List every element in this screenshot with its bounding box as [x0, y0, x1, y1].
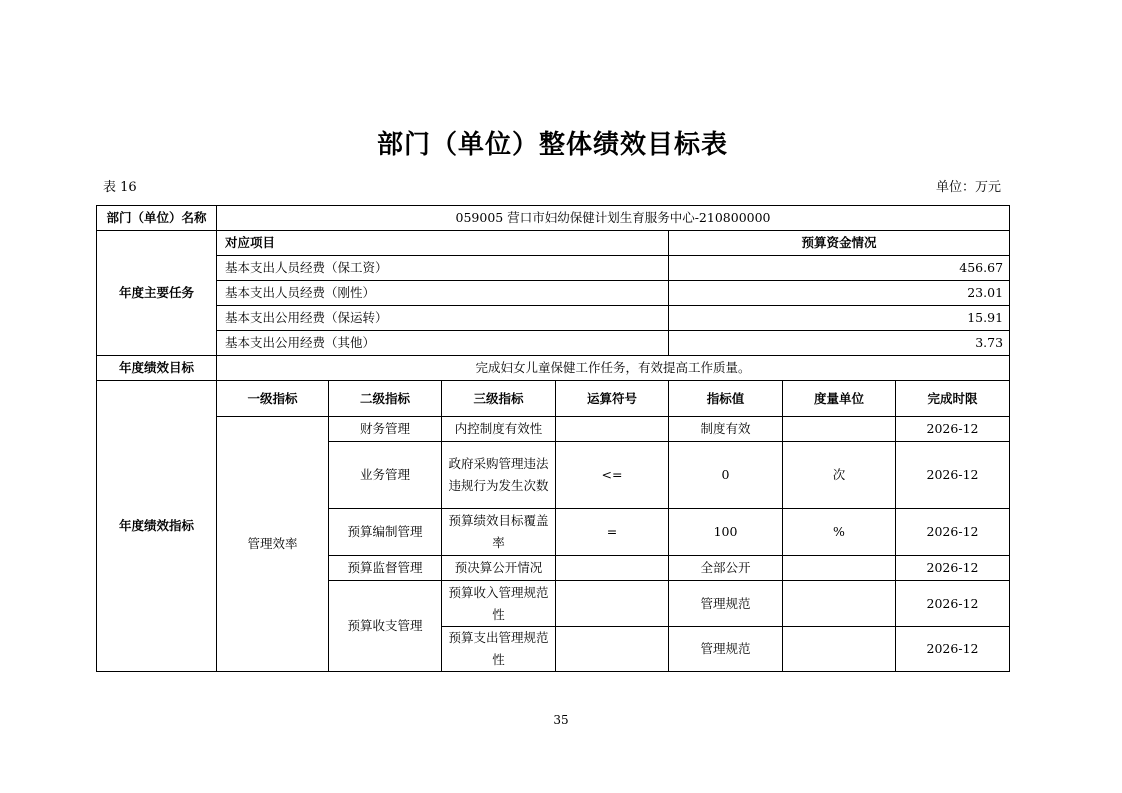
col-measure-unit: 度量单位	[783, 381, 896, 417]
indicator-level3-text: 预算支出管理规范性	[448, 630, 549, 667]
indicator-level2: 财务管理	[329, 417, 442, 442]
indicator-level3-text: 预算收入管理规范性	[448, 584, 549, 622]
indicator-value: 100	[669, 509, 783, 556]
table-row	[97, 256, 1010, 281]
indicator-deadline: 2026-12	[896, 509, 1010, 556]
indicator-deadline: 2026-12	[896, 417, 1010, 442]
indicator-deadline: 2026-12	[896, 627, 1010, 672]
indicator-operator	[556, 556, 669, 581]
task-budget: 23.01	[669, 281, 1010, 306]
indicator-value: 0	[669, 442, 783, 509]
indicator-deadline: 2026-12	[896, 581, 1010, 627]
task-budget: 456.67	[669, 256, 1010, 281]
goal-value: 完成妇女儿童保健工作任务，有效提高工作质量。	[217, 356, 1010, 381]
col-operator: 运算符号	[556, 381, 669, 417]
indicator-operator	[556, 627, 669, 672]
indicator-level1: 管理效率	[217, 417, 329, 672]
table-meta	[96, 179, 1009, 197]
indicator-operator: <=	[556, 442, 669, 509]
indicator-value: 管理规范	[669, 581, 783, 627]
tasks-header-row	[97, 231, 1010, 256]
tasks-label: 年度主要任务	[97, 231, 217, 356]
col-level1: 一级指标	[217, 381, 329, 417]
task-budget: 3.73	[669, 331, 1010, 356]
table-row	[97, 306, 1010, 331]
unit-label: 单位：万元	[935, 180, 1001, 195]
indicator-operator	[556, 417, 669, 442]
indicator-unit: %	[783, 509, 896, 556]
indicator-operator	[556, 581, 669, 627]
indicator-level3	[442, 556, 556, 581]
indicator-unit	[783, 417, 896, 442]
task-project: 基本支出公用经费（保运转）	[217, 306, 669, 331]
table-row	[97, 281, 1010, 306]
task-budget: 15.91	[669, 306, 1010, 331]
task-project: 基本支出人员经费（保工资）	[217, 256, 669, 281]
col-target-value: 指标值	[669, 381, 783, 417]
indicator-value: 制度有效	[669, 417, 783, 442]
goal-row	[97, 356, 1010, 381]
indicators-label: 年度绩效指标	[97, 381, 217, 672]
indicator-level3-text: 预算绩效目标覆盖率	[448, 513, 549, 550]
indicator-unit	[783, 556, 896, 581]
indicator-level2: 预算监督管理	[329, 556, 442, 581]
tasks-col-budget: 预算资金情况	[669, 231, 1010, 256]
indicator-operator: =	[556, 509, 669, 556]
dept-row	[97, 206, 1010, 231]
indicator-deadline: 2026-12	[896, 556, 1010, 581]
col-level3: 三级指标	[442, 381, 556, 417]
indicator-value: 全部公开	[669, 556, 783, 581]
indicator-level2: 预算收支管理	[329, 581, 442, 672]
tasks-col-project: 对应项目	[217, 231, 669, 256]
col-level2: 二级指标	[329, 381, 442, 417]
dept-label: 部门（单位）名称	[97, 206, 217, 231]
goal-label: 年度绩效目标	[97, 356, 217, 381]
page-title: 部门（单位）整体绩效目标表	[376, 130, 728, 160]
indicators-header-row	[97, 381, 1010, 417]
indicator-unit	[783, 581, 896, 627]
indicator-level2: 业务管理	[329, 442, 442, 509]
indicator-level2: 预算编制管理	[329, 509, 442, 556]
indicator-level3	[442, 417, 556, 442]
page-number: 35	[553, 713, 569, 727]
indicator-level3	[442, 442, 556, 509]
table-row	[97, 417, 1010, 442]
indicator-level3-text: 内控制度有效性	[454, 421, 543, 436]
table-row	[97, 331, 1010, 356]
indicator-unit: 次	[783, 442, 896, 509]
dept-value: 059005 营口市妇幼保健计划生育服务中心-210800000	[217, 206, 1010, 231]
task-project: 基本支出公用经费（其他）	[217, 331, 669, 356]
indicator-level3	[442, 581, 556, 627]
performance-target-table	[96, 205, 1010, 672]
indicator-unit	[783, 627, 896, 672]
indicator-level3-text: 政府采购管理违法违规行为发生次数	[448, 456, 549, 493]
task-project: 基本支出人员经费（刚性）	[217, 281, 669, 306]
col-deadline: 完成时限	[896, 381, 1010, 417]
indicator-level3-text: 预决算公开情况	[454, 560, 543, 575]
indicator-level3	[442, 627, 556, 672]
indicator-value: 管理规范	[669, 627, 783, 672]
indicator-level3	[442, 509, 556, 556]
indicator-deadline: 2026-12	[896, 442, 1010, 509]
table-number: 表 16	[103, 180, 137, 195]
